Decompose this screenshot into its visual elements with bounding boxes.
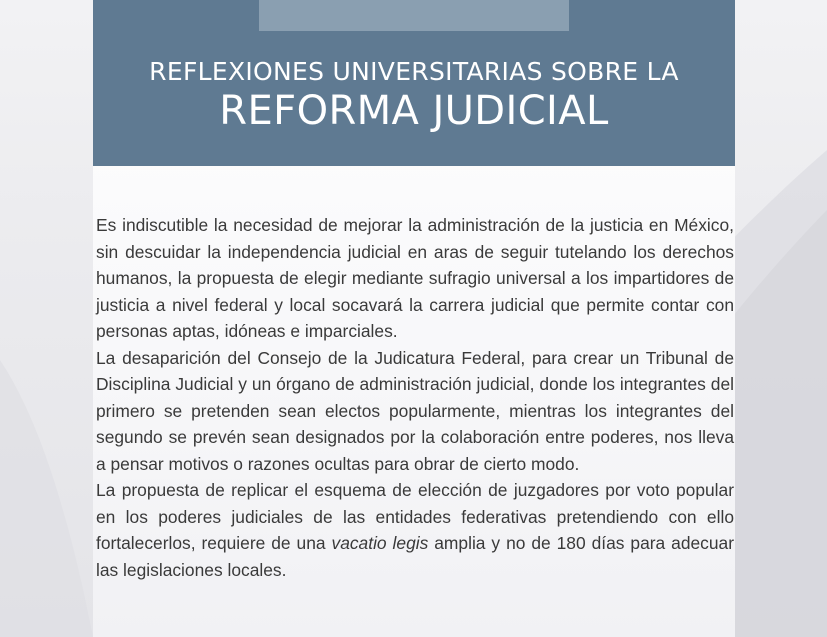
paragraph-1: Es indiscutible la necesidad de mejorar la administración de la justicia en México, sin descuidar la independencia judicial en aras de seguir tutelando los derechos humanos, la propuesta de elegir mediante sufragio universal a los impartidores de justicia a nivel federal y local socavará la carrera judicial que permite contar con personas aptas, idóneas e imparciales. <box>96 215 734 341</box>
body-text <box>96 212 734 583</box>
paragraph-3-text-start: La propuesta de replicar el esquema de elección de juzgadores por voto popular en los poderes judiciales de las entidades federativas pretendiendo con ello fortalecerlos, requiere de una <box>96 480 734 553</box>
header-tab-accent <box>259 0 569 31</box>
title-line-2: REFORMA JUDICIAL <box>219 88 609 134</box>
paragraph-3 <box>96 477 734 583</box>
paragraph-3-text-end: amplia y no de 180 días para adecuar las legislaciones locales. <box>96 533 735 580</box>
paragraph-3-italic-term: vacatio legis <box>331 533 429 553</box>
title-line-1: REFLEXIONES UNIVERSITARIAS SOBRE LA <box>149 57 679 86</box>
paragraph-2: La desaparición del Consejo de la Judicatura Federal, para crear un Tribunal de Disciplina Judicial y un órgano de administración judicial, donde los integrantes del primero se pretenden sean electos popularmente, mientras los integrantes del segundo se prevén sean designados por la colaboración entre poderes, nos lleva a pensar motivos o razones ocultas para obrar de cierto modo. <box>96 347 734 474</box>
